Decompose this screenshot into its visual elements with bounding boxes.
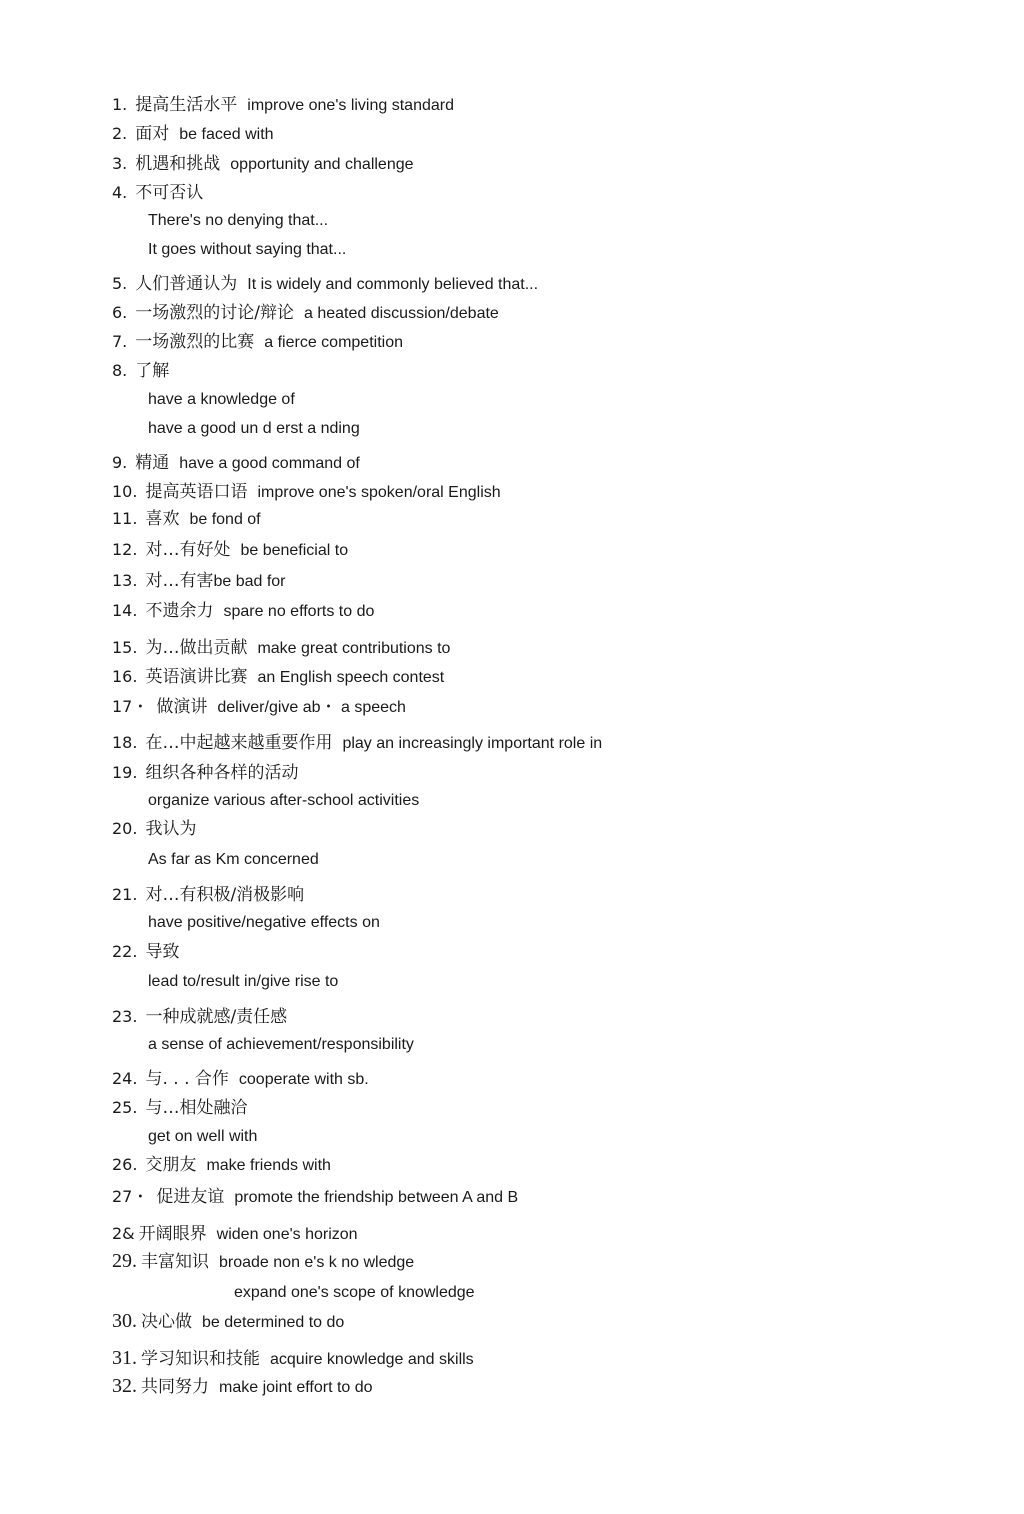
entry-number: 29.: [112, 1250, 137, 1272]
entry-sub-line: have positive/negative effects on: [148, 914, 380, 931]
entry-number: 24.: [112, 1069, 138, 1088]
entry-chinese: 了解: [135, 361, 170, 381]
entry-sub-line: It goes without saying that...: [148, 241, 347, 258]
entry-row: [112, 508, 261, 531]
entry-sub-line: have a knowledge of: [148, 391, 295, 408]
entry-row: [112, 600, 374, 623]
entry-row: [112, 452, 360, 475]
entry-english: improve one's spoken/oral English: [257, 484, 501, 501]
entry-sub-line: expand one's scope of knowledge: [234, 1284, 475, 1301]
entry-chinese: 促进友谊: [156, 1187, 225, 1207]
entry-chinese: 对…有积极/消极影响: [145, 885, 305, 905]
entry-chinese: 喜欢: [145, 509, 180, 529]
entry-number: 30.: [112, 1310, 137, 1332]
entry-number: 25.: [112, 1098, 138, 1117]
entry-number: 9.: [112, 453, 128, 472]
entry-sub-line: get on well with: [148, 1128, 258, 1145]
entry-chinese: 一种成就感/责任感: [145, 1007, 288, 1027]
entry-number: 4.: [112, 183, 128, 202]
entry-row: [112, 331, 403, 354]
entry-english: widen one's horizon: [216, 1226, 358, 1243]
entry-chinese: 导致: [145, 942, 180, 962]
entry-row: [112, 302, 499, 325]
entry-row: [112, 941, 179, 963]
entry-number: 17・: [112, 697, 149, 716]
entry-number: 21.: [112, 885, 138, 904]
entry-number: 1.: [112, 95, 128, 114]
entry-row: [112, 1347, 474, 1371]
entry-row: [112, 1097, 247, 1119]
entry-chinese: 一场激烈的比赛: [135, 332, 255, 352]
entry-row: [112, 539, 348, 562]
entry-chinese: 不可否认: [135, 183, 204, 203]
entry-number: 16.: [112, 667, 138, 686]
entry-english: opportunity and challenge: [230, 156, 414, 173]
entry-row: [112, 637, 450, 660]
entry-chinese: 提高生活水平: [135, 95, 238, 115]
entry-chinese: 在…中起越来越重要作用: [145, 733, 333, 753]
entry-row: [112, 818, 196, 840]
entry-chinese: 学习知识和技能: [141, 1349, 260, 1369]
entry-english: play an increasingly important role in: [342, 735, 603, 752]
entry-row: [112, 696, 406, 719]
entry-row: [112, 1006, 287, 1028]
entry-english: spare no efforts to do: [223, 603, 375, 620]
entry-sub-line: As far as Km concerned: [148, 851, 319, 868]
entry-chinese: 交朋友: [145, 1155, 197, 1175]
entry-row: [112, 884, 304, 906]
entry-row: [112, 123, 274, 146]
entry-english: It is widely and commonly believed that...: [247, 276, 539, 293]
entry-chinese: 开阔眼界: [138, 1224, 207, 1244]
entry-row: [112, 1250, 414, 1274]
entry-row: [112, 732, 602, 755]
entry-row: [112, 1068, 369, 1091]
entry-number: 2.: [112, 124, 128, 143]
entry-number: 15.: [112, 638, 138, 657]
entry-number: 13.: [112, 571, 138, 590]
entry-number: 5.: [112, 274, 128, 293]
entry-english: have a good command of: [179, 455, 360, 472]
entry-row: [112, 273, 538, 296]
entry-chinese: 面对: [135, 124, 170, 144]
entry-row: [112, 1186, 518, 1209]
entry-english: promote the friendship between A and B: [234, 1189, 519, 1206]
entry-row: [112, 94, 454, 117]
entry-row: [112, 1310, 344, 1334]
entry-english: be beneficial to: [240, 542, 349, 559]
entry-row: [112, 570, 286, 593]
entry-chinese: 机遇和挑战: [135, 154, 221, 174]
entry-chinese: 对…有好处: [145, 540, 231, 560]
entry-chinese: 决心做: [141, 1312, 192, 1332]
entry-sub-line: a sense of achievement/responsibility: [148, 1036, 414, 1053]
entry-english: acquire knowledge and skills: [270, 1351, 474, 1368]
entry-row: [112, 666, 444, 689]
entry-english: broade non e's k no wledge: [219, 1254, 415, 1271]
entry-english: make great contributions to: [257, 640, 451, 657]
entry-chinese: 共同努力: [141, 1377, 209, 1397]
entry-number: 32.: [112, 1375, 137, 1397]
entry-chinese: 组织各种各样的活动: [145, 763, 299, 783]
entry-number: 8.: [112, 361, 128, 380]
entry-chinese: 不遗余力: [145, 601, 214, 621]
entry-number: 27・: [112, 1187, 149, 1206]
entry-number: 23.: [112, 1007, 138, 1026]
entry-english: an English speech contest: [257, 669, 445, 686]
entry-row: [112, 1375, 373, 1399]
entry-chinese: 对…有害: [145, 571, 214, 591]
entry-number: 31.: [112, 1347, 137, 1369]
entry-chinese: 提高英语口语: [145, 482, 248, 502]
entry-chinese: 丰富知识: [141, 1252, 209, 1272]
entry-chinese: 英语演讲比赛: [145, 667, 248, 687]
entry-chinese: 我认为: [145, 819, 197, 839]
entry-number: 14.: [112, 601, 138, 620]
entry-row: [112, 182, 203, 204]
entry-chinese: 与. . . 合作: [145, 1069, 229, 1089]
entry-row: [112, 762, 298, 784]
entry-english: a heated discussion/debate: [304, 305, 499, 322]
entry-english: be determined to do: [202, 1314, 345, 1331]
entry-english: deliver/give ab・ a speech: [217, 699, 406, 716]
entry-sub-line: There's no denying that...: [148, 212, 329, 229]
entry-number: 22.: [112, 942, 138, 961]
entry-number: 6.: [112, 303, 128, 322]
entry-row: [112, 481, 501, 504]
entry-row: [112, 1223, 358, 1246]
entry-chinese: 为…做出贡献: [145, 638, 248, 658]
entry-chinese: 与…相处融洽: [145, 1098, 248, 1118]
entry-row: [112, 1154, 331, 1177]
entry-sub-line: have a good un d erst a nding: [148, 420, 360, 437]
entry-number: 10.: [112, 482, 138, 501]
entry-number: 3.: [112, 154, 128, 173]
entry-number: 7.: [112, 332, 128, 351]
entry-chinese: 精通: [135, 453, 170, 473]
entry-english: improve one's living standard: [247, 97, 454, 114]
entry-row: [112, 360, 169, 382]
entry-english: a fierce competition: [264, 334, 403, 351]
entry-chinese: 一场激烈的讨论/辩论: [135, 303, 294, 323]
entry-english: be bad for: [213, 573, 286, 590]
entry-chinese: 做演讲: [156, 697, 208, 717]
entry-english: cooperate with sb.: [238, 1071, 369, 1088]
entry-sub-line: lead to/result in/give rise to: [148, 973, 339, 990]
entry-chinese: 人们普通认为: [135, 274, 238, 294]
entry-english: be fond of: [189, 511, 261, 528]
entry-row: [112, 153, 414, 176]
entry-english: make joint effort to do: [219, 1379, 373, 1396]
entry-english: make friends with: [206, 1157, 331, 1174]
entry-number: 2&: [112, 1224, 135, 1243]
entry-number: 26.: [112, 1155, 138, 1174]
entry-number: 19.: [112, 763, 138, 782]
entry-number: 18.: [112, 733, 138, 752]
entry-english: be faced with: [179, 126, 274, 143]
entry-number: 20.: [112, 819, 138, 838]
entry-number: 11.: [112, 509, 138, 528]
entry-number: 12.: [112, 540, 138, 559]
entry-sub-line: organize various after-school activities: [148, 792, 420, 809]
